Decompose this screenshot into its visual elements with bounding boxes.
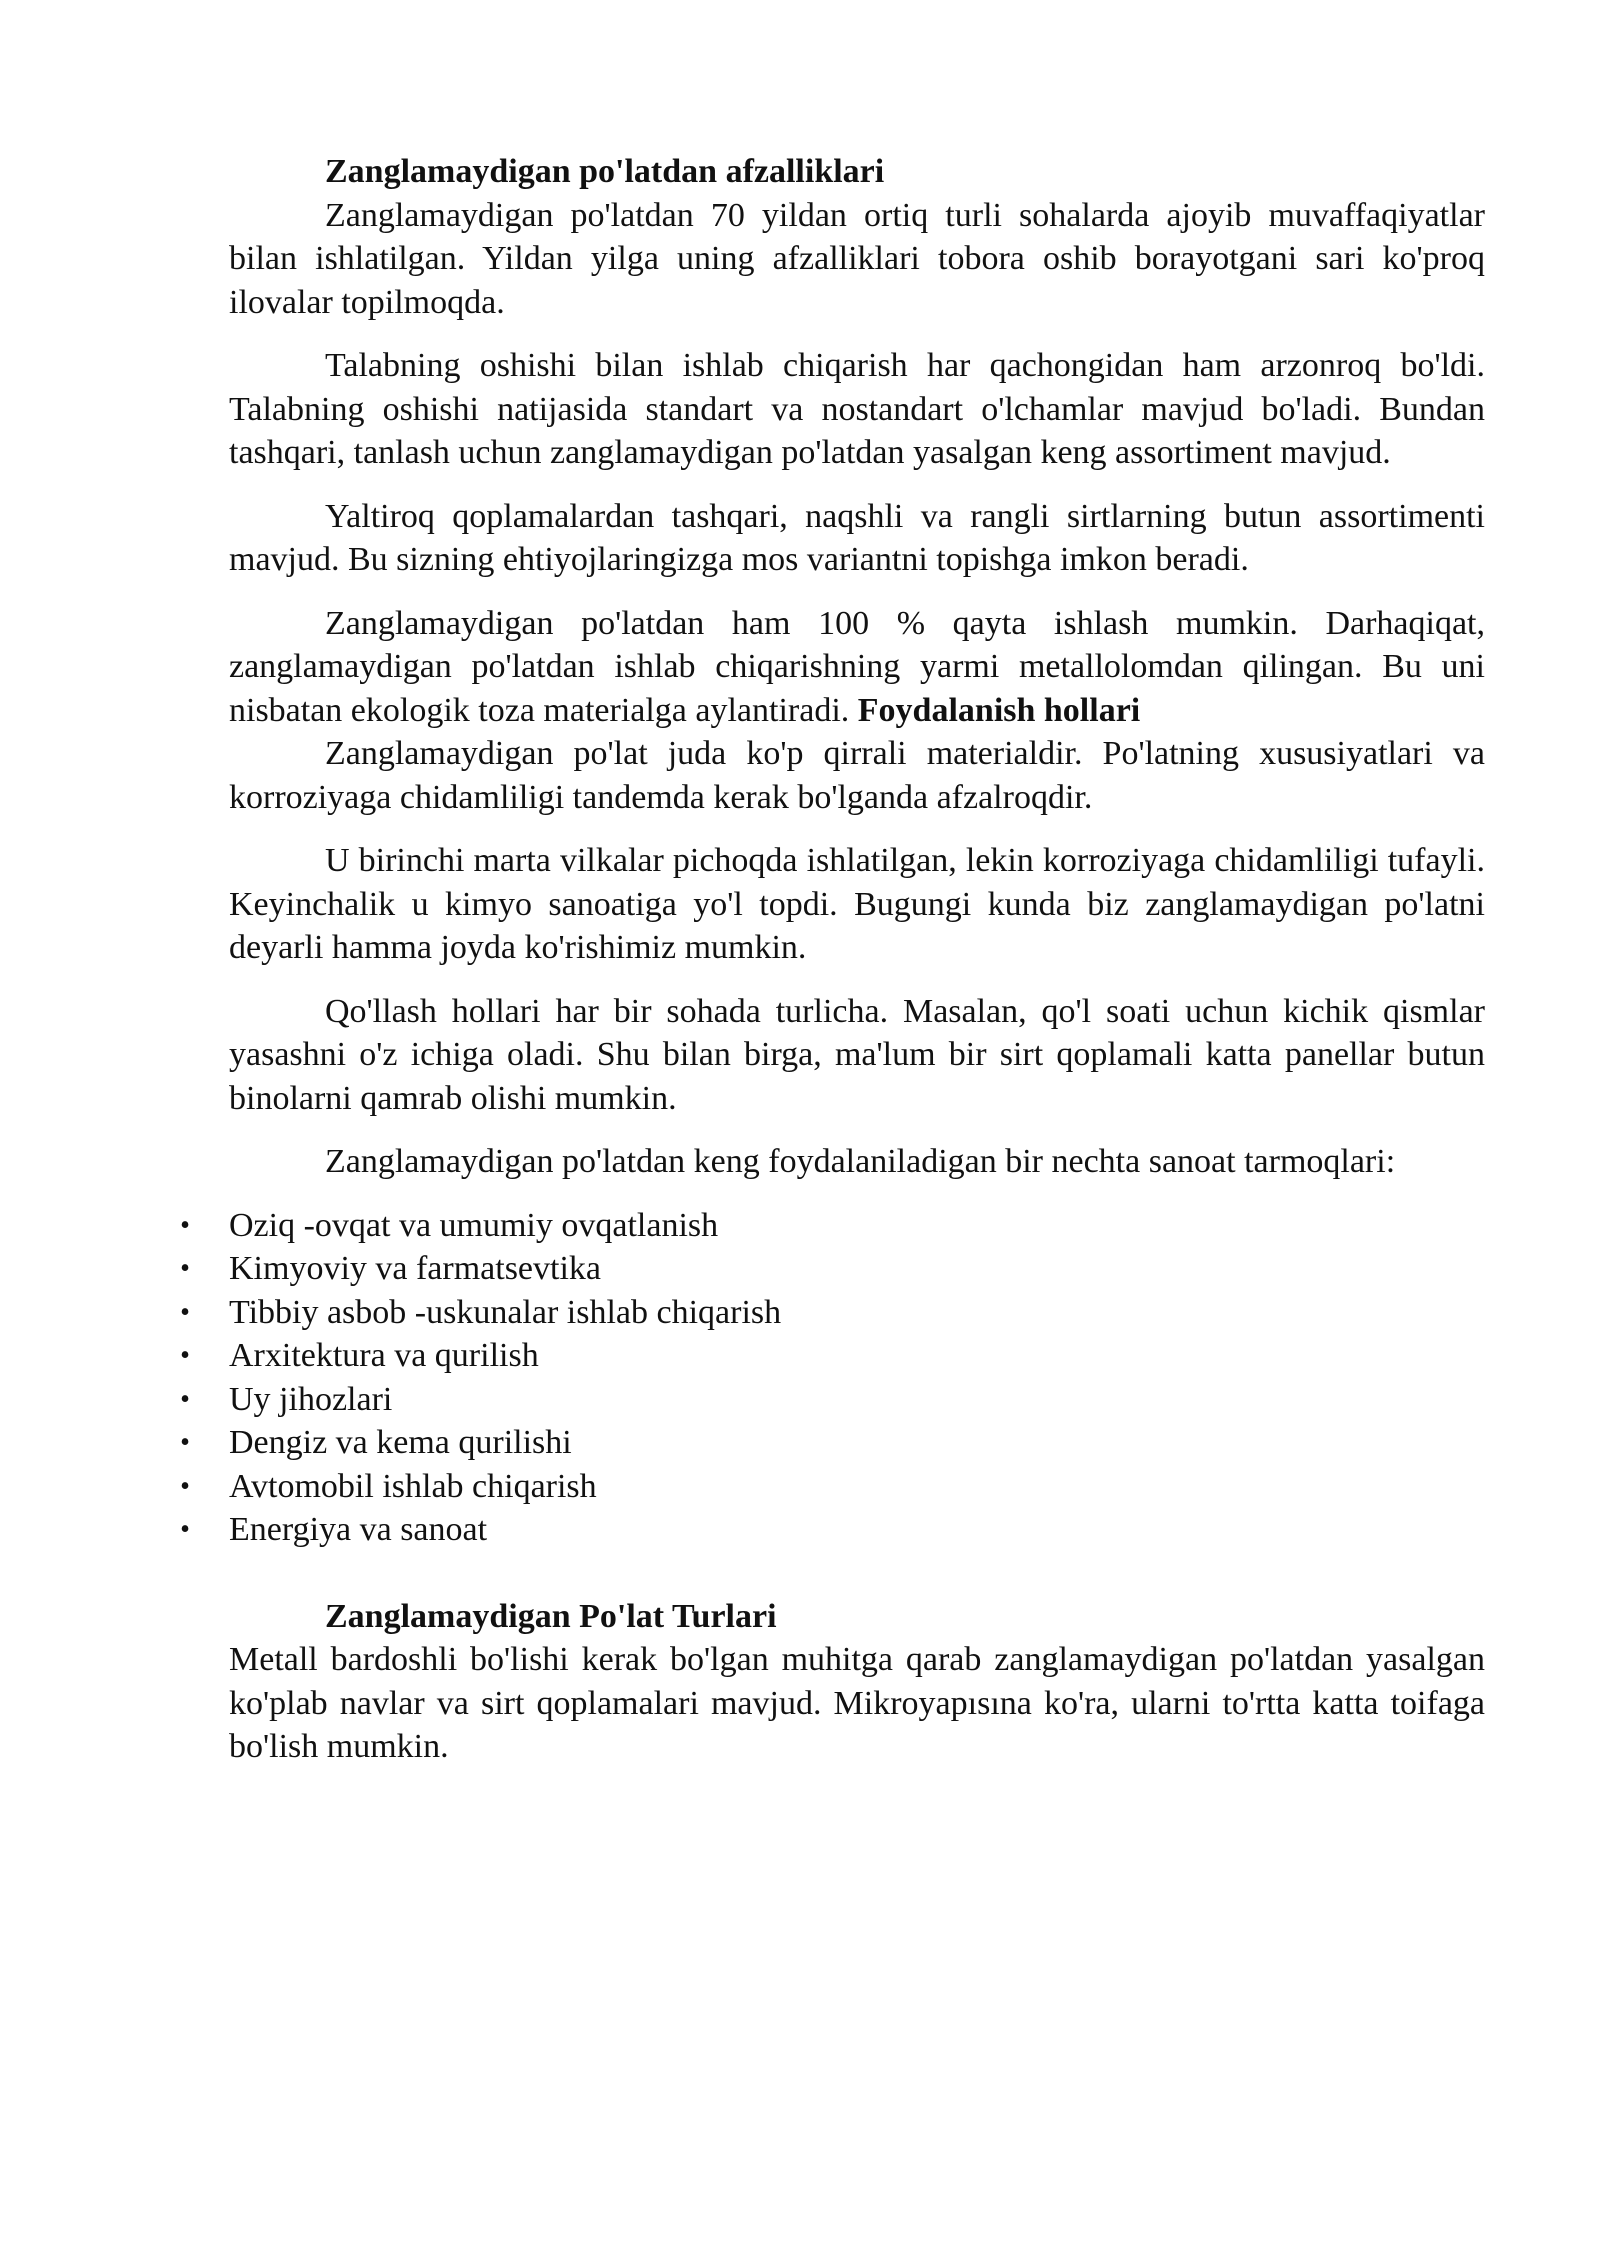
bullet-icon: • [180, 1383, 190, 1415]
industries-list [180, 1204, 1485, 1552]
paragraph-steel-types-1: Metall bardoshli bo'lishi kerak bo'lgan muhitga qarab zanglamaydigan po'latdan yasalgan ko'plab navlar va sirt qoplamalari mavjud. Mikroyapısına ko'ra, ularni to'rtta katta toifaga bo'lish mumkin. [229, 1641, 1485, 1765]
bullet-icon: • [180, 1514, 190, 1545]
list-item [180, 1421, 1485, 1465]
list-item [180, 1247, 1485, 1291]
list-item [180, 1291, 1485, 1335]
paragraph-advantages-2: Talabning oshishi bilan ishlab chiqarish har qachongidan ham arzonroq bo'ldi. Talabning oshishi natijasida standart va nostandart o'lchamlar mavjud bo'ladi. Bundan tashqari, tanlash uchun zanglamaydigan po'latdan yasalgan keng assortiment mavjud. [229, 347, 1485, 471]
list-item-text: Dengiz va kema qurilishi [229, 1424, 572, 1461]
section-heading-uses: Foydalanish hollari [857, 691, 1141, 729]
bullet-icon: • [180, 1427, 190, 1458]
paragraph-advantages-4 [229, 602, 1485, 733]
paragraph-uses-4: Zanglamaydigan po'latdan keng foydalaniladigan bir nechta sanoat tarmoqlari: [325, 1143, 1396, 1180]
section-heading-steel-types: Zanglamaydigan Po'lat Turlari [325, 1597, 777, 1635]
paragraph-advantages-1: Zanglamaydigan po'latdan 70 yildan ortiq turli sohalarda ajoyib muvaffaqiyatlar bilan ishlatilgan. Yildan yilga uning afzalliklari tobora oshib borayotgani sari ko'proq ilovalar topilmoqda. [229, 196, 1485, 321]
list-item-text: Tibbiy asbob -uskunalar ishlab chiqarish [229, 1293, 782, 1331]
list-item [180, 1204, 1485, 1248]
list-item-text: Arxitektura va qurilish [229, 1337, 539, 1374]
paragraph-uses-3: Qo'llash hollari har bir sohada turlicha. Masalan, qo'l soati uchun kichik qismlar yasashni o'z ichiga oladi. Shu bilan birga, ma'lum bir sirt qoplamali katta panellar butun binolarni qamrab olishi mumkin. [229, 992, 1485, 1117]
list-item-text: Avtomobil ishlab chiqarish [229, 1467, 597, 1505]
list-item [180, 1465, 1485, 1509]
list-item-text: Uy jihozlari [229, 1380, 393, 1418]
bullet-icon: • [180, 1209, 190, 1241]
list-item-text: Kimyoviy va farmatsevtika [229, 1250, 602, 1287]
paragraph-advantages-3: Yaltiroq qoplamalardan tashqari, naqshli va rangli sirtlarning butun assortimenti mavjud. Bu sizning ehtiyojlaringizga mos variantni topishga imkon beradi. [229, 497, 1485, 578]
bullet-icon: • [180, 1296, 190, 1328]
list-item [180, 1334, 1485, 1378]
list-item-text: Energiya va sanoat [229, 1511, 488, 1548]
paragraph-advantages-4-text: Zanglamaydigan po'latdan ham 100 % qayta ishlash mumkin. Darhaqiqat, zanglamaydigan po'latdan ishlab chiqarishning yarmi metallolomdan qilingan. Bu uni nisbatan ekologik toza materialga aylantiradi. [229, 604, 1485, 729]
document-page [180, 150, 1485, 1789]
bullet-icon: • [180, 1470, 190, 1502]
section-heading-advantages: Zanglamaydigan po'latdan afzalliklari [325, 153, 885, 190]
section-spacer [229, 1552, 1485, 1595]
bullet-icon: • [180, 1340, 190, 1371]
bullet-icon: • [180, 1253, 190, 1284]
paragraph-uses-1: Zanglamaydigan po'lat juda ko'p qirrali materialdir. Po'latning xususiyatlari va korroziyaga chidamliligi tandemda kerak bo'lganda afzalroqdir. [229, 735, 1485, 816]
list-item-text: Oziq -ovqat va umumiy ovqatlanish [229, 1206, 719, 1244]
list-item [180, 1378, 1485, 1422]
paragraph-uses-2: U birinchi marta vilkalar pichoqda ishlatilgan, lekin korroziyaga chidamliligi tufayli. Keyinchalik u kimyo sanoatiga yo'l topdi. Bugungi kunda biz zanglamaydigan po'latni deyarli hamma joyda ko'rishimiz mumkin. [229, 842, 1485, 966]
list-item [180, 1508, 1485, 1552]
